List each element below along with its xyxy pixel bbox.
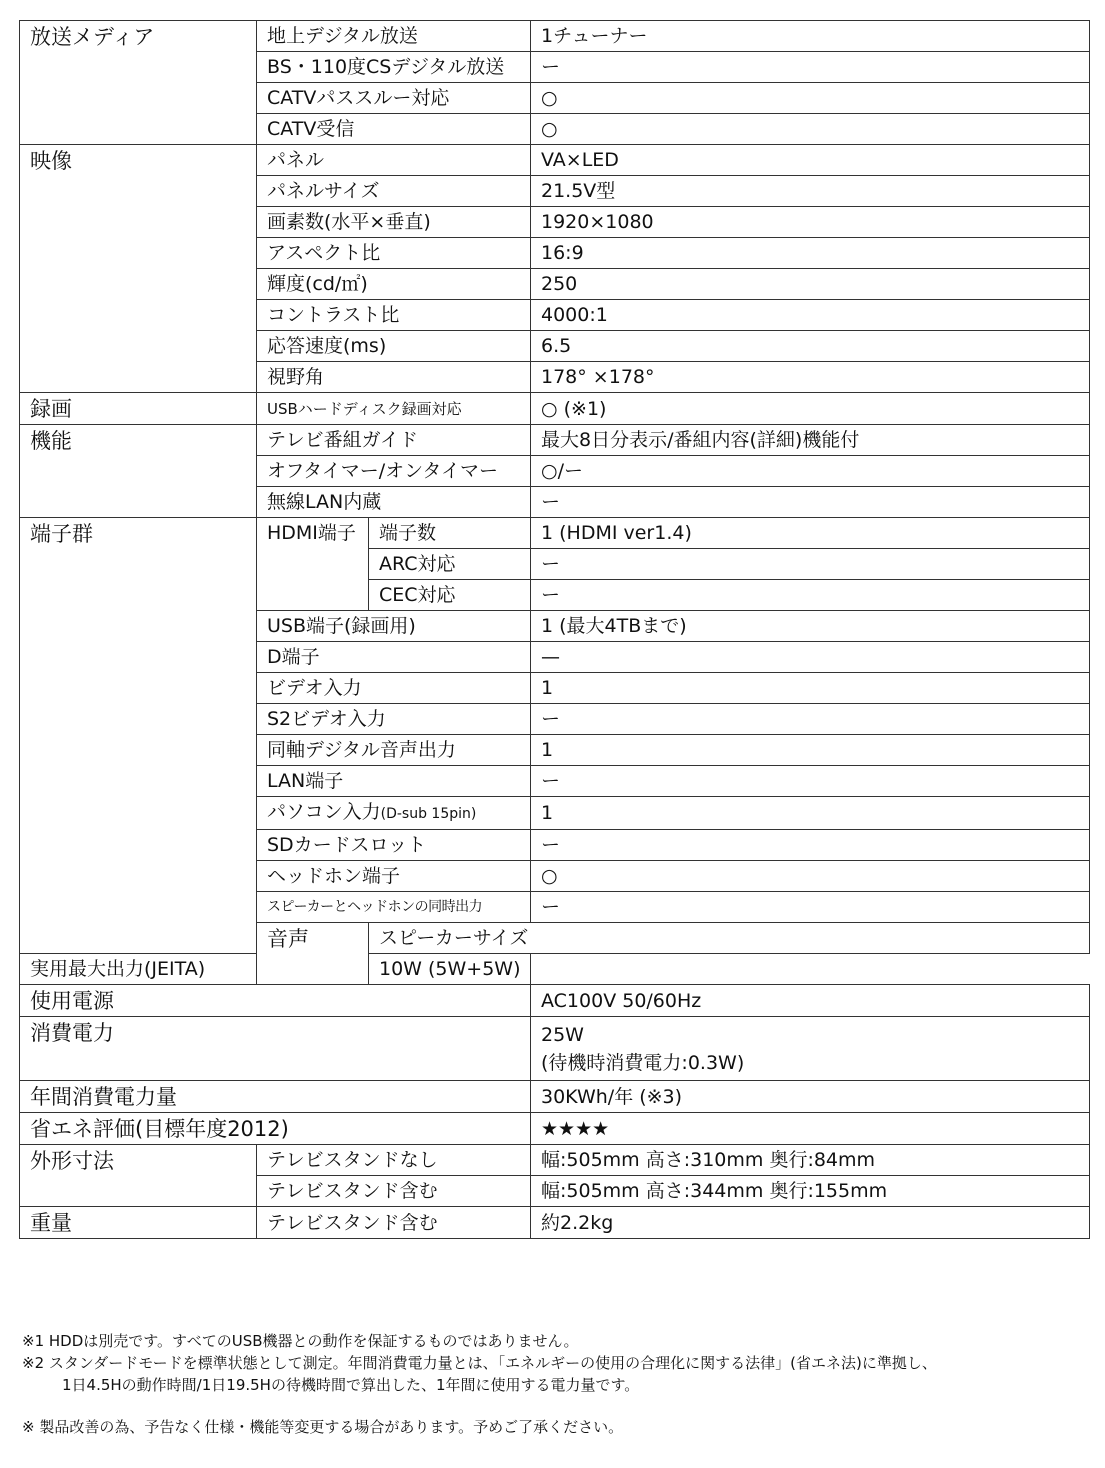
- category-energy-rating: 省エネ評価(目標年度2012): [20, 1113, 531, 1145]
- spec-value: 1 (最大4TBまで): [531, 611, 1090, 642]
- spec-label: 地上デジタル放送: [257, 21, 531, 52]
- spec-label-main: パソコン入力: [267, 801, 381, 823]
- category-broadcast: 放送メディア: [20, 21, 257, 145]
- spec-label: CEC対応: [369, 580, 531, 611]
- footnote-disclaimer: ※ 製品改善の為、予告なく仕様・機能等変更する場合があります。予めご了承ください。: [22, 1418, 624, 1436]
- spec-label: USBハードディスク録画対応: [257, 393, 531, 425]
- spec-value: ○ (※1): [531, 393, 1090, 425]
- category-dimensions: 外形寸法: [20, 1145, 257, 1207]
- spec-value: 1チューナー: [531, 21, 1090, 52]
- category-power-consumption: 消費電力: [20, 1017, 531, 1081]
- hdmi-terminal-label: HDMI端子: [257, 518, 369, 611]
- category-power-source: 使用電源: [20, 985, 531, 1017]
- spec-label: [257, 797, 531, 830]
- spec-value: ○/ー: [531, 456, 1090, 487]
- spec-label: アスペクト比: [257, 238, 531, 269]
- spec-value: 1: [531, 673, 1090, 704]
- spec-value: ○: [531, 861, 1090, 892]
- spec-row: [20, 518, 1090, 549]
- spec-row: [20, 1113, 1090, 1145]
- power-consumption-value: 25W: [541, 1023, 584, 1046]
- spec-row: [20, 1017, 1090, 1081]
- spec-value: 約2.2kg: [531, 1207, 1090, 1239]
- category-annual-power: 年間消費電力量: [20, 1081, 531, 1113]
- spec-value: 6.5: [531, 331, 1090, 362]
- spec-label: ARC対応: [369, 549, 531, 580]
- spec-label: USB端子(録画用): [257, 611, 531, 642]
- spec-row: [20, 985, 1090, 1017]
- spec-label: テレビスタンドなし: [257, 1145, 531, 1176]
- spec-label: パネルサイズ: [257, 176, 531, 207]
- spec-value: ー: [531, 830, 1090, 861]
- spec-label: コントラスト比: [257, 300, 531, 331]
- spec-label: 画素数(水平×垂直): [257, 207, 531, 238]
- spec-label: 輝度(cd/㎡): [257, 269, 531, 300]
- spec-value: 30KWh/年 (※3): [531, 1081, 1090, 1113]
- spec-label: 応答速度(ms): [257, 331, 531, 362]
- spec-value: 幅:505mm 高さ:310mm 奥行:84mm: [531, 1145, 1090, 1176]
- spec-value: 最大8日分表示/番組内容(詳細)機能付: [531, 425, 1090, 456]
- spec-row: [20, 145, 1090, 176]
- spec-table: [19, 20, 1090, 1239]
- standby-power-value: (待機時消費電力:0.3W): [541, 1051, 745, 1074]
- spec-value: ー: [531, 549, 1090, 580]
- spec-value: ー: [531, 704, 1090, 735]
- spec-value: 16:9: [531, 238, 1090, 269]
- spec-label: 端子数: [369, 518, 531, 549]
- spec-row: [20, 1207, 1090, 1239]
- spec-label: スピーカーサイズ: [369, 923, 1090, 954]
- spec-label: S2ビデオ入力: [257, 704, 531, 735]
- spec-label: BS・110度CSデジタル放送: [257, 52, 531, 83]
- spec-label: LAN端子: [257, 766, 531, 797]
- spec-value: ○: [531, 83, 1090, 114]
- spec-value: ー: [531, 766, 1090, 797]
- spec-value: 1920×1080: [531, 207, 1090, 238]
- footnotes: [22, 1330, 1092, 1438]
- spec-row: [20, 393, 1090, 425]
- spec-label: テレビスタンド含む: [257, 1207, 531, 1239]
- spec-label: CATVパススルー対応: [257, 83, 531, 114]
- spec-value: ○: [531, 114, 1090, 145]
- spec-label: オフタイマー/オンタイマー: [257, 456, 531, 487]
- spec-value: 1 (HDMI ver1.4): [531, 518, 1090, 549]
- spec-value: 21.5V型: [531, 176, 1090, 207]
- footnote-1: ※1 HDDは別売です。すべてのUSB機器との動作を保証するものではありません。: [22, 1332, 579, 1350]
- category-recording: 録画: [20, 393, 257, 425]
- spec-label: 実用最大出力(JEITA): [20, 954, 369, 985]
- spec-label: D端子: [257, 642, 531, 673]
- spec-label: 無線LAN内蔵: [257, 487, 531, 518]
- spec-label: テレビスタンド含む: [257, 1176, 531, 1207]
- spec-row: [20, 425, 1090, 456]
- spec-label: 視野角: [257, 362, 531, 393]
- spec-value: [531, 1017, 1090, 1081]
- spec-row: [20, 1145, 1090, 1176]
- spec-label-note: (D-sub 15pin): [380, 806, 477, 822]
- spec-value: AC100V 50/60Hz: [531, 985, 1090, 1017]
- spec-label: 同軸デジタル音声出力: [257, 735, 531, 766]
- energy-rating-stars: ★★★★: [531, 1113, 1090, 1145]
- spec-label: スピーカーとヘッドホンの同時出力: [257, 892, 531, 923]
- spec-value: ー: [531, 487, 1090, 518]
- spec-label: ビデオ入力: [257, 673, 531, 704]
- spec-value: 4000:1: [531, 300, 1090, 331]
- category-features: 機能: [20, 425, 257, 518]
- spec-label: テレビ番組ガイド: [257, 425, 531, 456]
- spec-value: ー: [531, 52, 1090, 83]
- footnote-2: ※2 スタンダードモードを標準状態として測定。年間消費電力量とは、「エネルギーの使用の合理化に関する法律」(省エネ法)に準拠し、: [22, 1354, 937, 1372]
- category-audio: 音声: [257, 923, 369, 985]
- category-video: 映像: [20, 145, 257, 393]
- spec-value: 178° ×178°: [531, 362, 1090, 393]
- spec-label: パネル: [257, 145, 531, 176]
- category-terminals: 端子群: [20, 518, 257, 954]
- spec-label: SDカードスロット: [257, 830, 531, 861]
- spec-value: —: [531, 642, 1090, 673]
- spec-value: VA×LED: [531, 145, 1090, 176]
- spec-value: 1: [531, 735, 1090, 766]
- spec-value: 250: [531, 269, 1090, 300]
- spec-label: ヘッドホン端子: [257, 861, 531, 892]
- spec-row: [20, 21, 1090, 52]
- spec-row: [20, 954, 1090, 985]
- footnote-2-continued: 1日4.5Hの動作時間/1日19.5Hの待機時間で算出した、1年間に使用する電力量です。: [62, 1376, 640, 1394]
- spec-value: 1: [531, 797, 1090, 830]
- spec-value: 幅:505mm 高さ:344mm 奥行:155mm: [531, 1176, 1090, 1207]
- spec-value: 10W (5W+5W): [369, 954, 531, 985]
- spec-value: ー: [531, 892, 1090, 923]
- spec-row: [20, 1081, 1090, 1113]
- spec-value: ー: [531, 580, 1090, 611]
- spec-label: CATV受信: [257, 114, 531, 145]
- category-weight: 重量: [20, 1207, 257, 1239]
